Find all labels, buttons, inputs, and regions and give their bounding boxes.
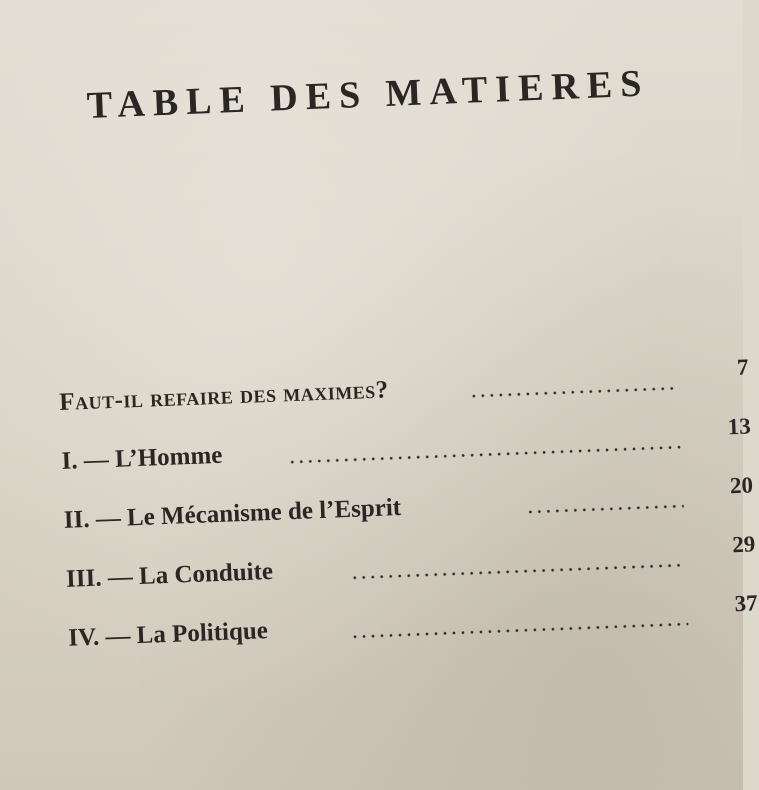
table-of-contents bbox=[58, 342, 759, 663]
dot-leader bbox=[350, 622, 688, 639]
page-title: TABLE DES MATIERES bbox=[86, 62, 651, 127]
toc-entry-page: 13 bbox=[727, 413, 752, 440]
toc-entry-page: 37 bbox=[734, 590, 759, 617]
dot-leader bbox=[350, 563, 686, 580]
toc-entry-page: 7 bbox=[736, 354, 749, 380]
toc-entry-title: Faut-il refaire des maximes? bbox=[58, 376, 390, 416]
toc-entry-title: II. — Le Mécanisme de l’Esprit bbox=[63, 493, 402, 534]
toc-entry-title: IV. — La Politique bbox=[67, 617, 269, 652]
toc-entry-title: III. — La Conduite bbox=[65, 557, 274, 593]
toc-entry-page: 20 bbox=[729, 472, 754, 499]
toc-entry-title: I. — L’Homme bbox=[61, 441, 223, 475]
dot-leader bbox=[526, 504, 684, 514]
dot-leader bbox=[469, 386, 679, 398]
dot-leader bbox=[288, 445, 682, 464]
toc-entry-page: 29 bbox=[731, 531, 756, 558]
